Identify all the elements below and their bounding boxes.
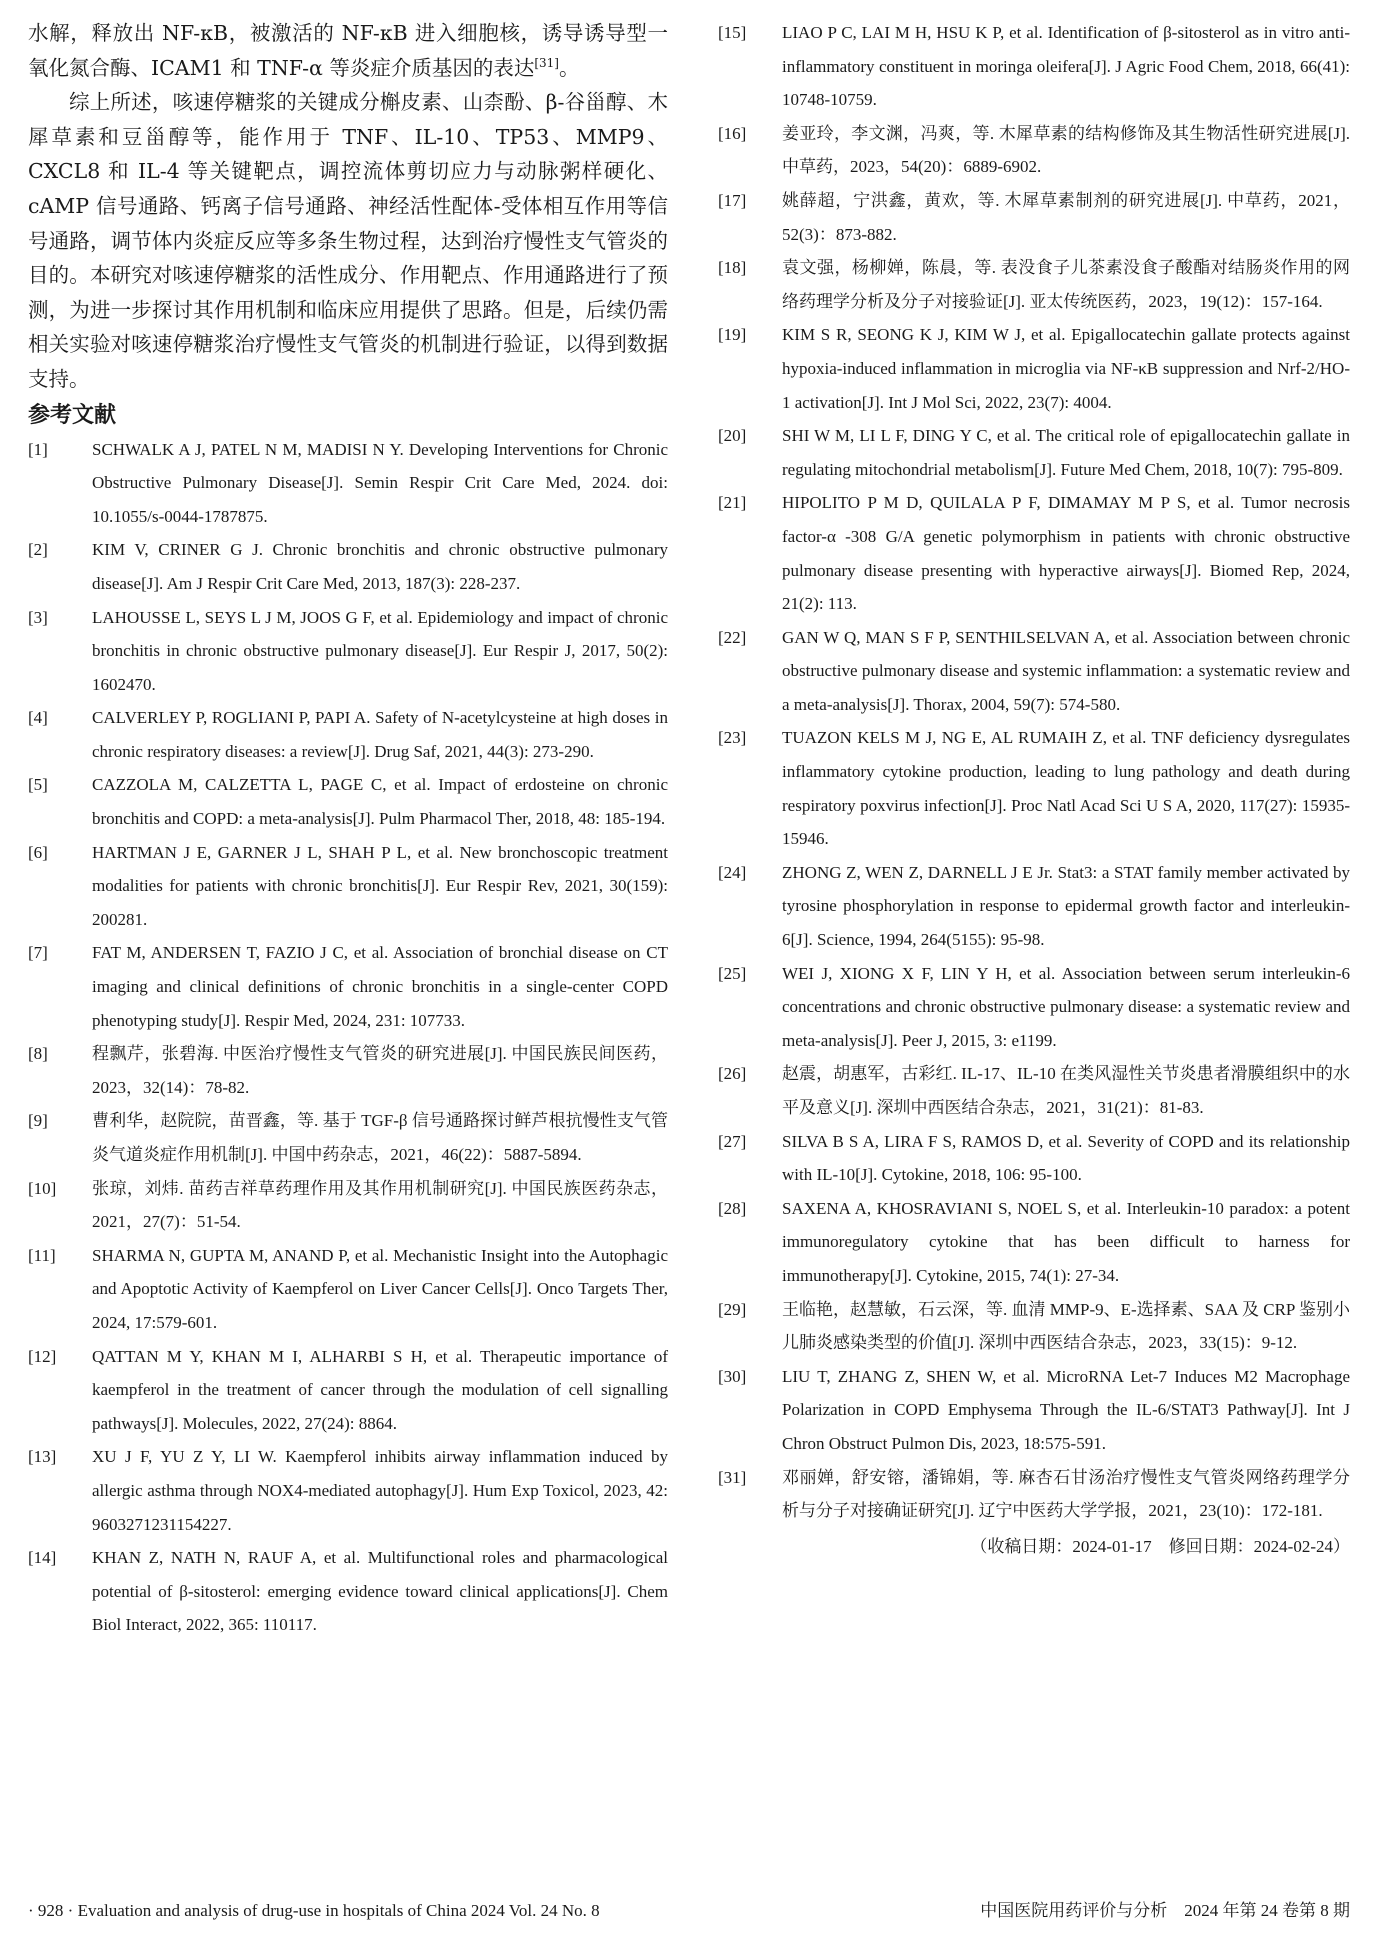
reference-list-right <box>718 16 1350 1528</box>
reference-item <box>718 184 1350 251</box>
reference-number: [10] <box>28 1178 57 1198</box>
reference-item <box>718 621 1350 722</box>
references-heading: 参考文献 <box>28 402 117 428</box>
reference-item <box>28 1440 668 1541</box>
reference-text: TUAZON KELS M J, NG E, AL RUMAIH Z, et al. TNF deficiency dysregulates inflammatory cytokine production, leading to lung pathology and death during respiratory poxvirus infection[J]. Proc Natl Acad Sci U S A, 2020, 117(27): 15935-15946. <box>782 728 1350 849</box>
reference-item <box>718 1461 1350 1528</box>
reference-number: [13] <box>28 1447 57 1467</box>
reference-item <box>28 1172 668 1239</box>
reference-item <box>28 936 668 1037</box>
reference-number: [8] <box>28 1044 48 1064</box>
reference-text: HIPOLITO P M D, QUILALA P F, DIMAMAY M P S, et al. Tumor necrosis factor-α -308 G/A genetic polymorphism in patients with chronic obstructive pulmonary disease presenting with hyperactive airways[J]. Biomed Rep, 2024, 21(2): 113. <box>782 493 1350 614</box>
footer-journal-english: · 928 · Evaluation and analysis of drug-use in hospitals of China 2024 Vol. 24 No. 8 <box>28 1901 600 1920</box>
reference-text: HARTMAN J E, GARNER J L, SHAH P L, et al. New bronchoscopic treatment modalities for patients with chronic bronchitis[J]. Eur Respir Rev, 2021, 30(159): 200281. <box>92 842 668 929</box>
reference-item <box>718 16 1350 117</box>
reference-text: XU J F, YU Z Y, LI W. Kaempferol inhibits airway inflammation induced by allergic asthma through NOX4-mediated autophagy[J]. Hum Exp Toxicol, 2023, 42: 9603271231154227. <box>92 1447 668 1534</box>
reference-number: [29] <box>718 1299 747 1319</box>
reference-item <box>718 1125 1350 1192</box>
reference-text: CAZZOLA M, CALZETTA L, PAGE C, et al. Impact of erdosteine on chronic bronchitis and COPD: a meta-analysis[J]. Pulm Pharmacol Ther, 2018, 48: 185-194. <box>92 775 668 829</box>
reference-text: WEI J, XIONG X F, LIN Y H, et al. Association between serum interleukin-6 concentrations and chronic obstructive pulmonary disease: a systematic review and meta-analysis[J]. Peer J, 2015, 3: e1199. <box>782 963 1350 1050</box>
reference-number: [1] <box>28 439 48 459</box>
reference-item <box>28 1541 668 1642</box>
reference-number: [24] <box>718 862 747 882</box>
reference-number: [6] <box>28 842 48 862</box>
reference-number: [9] <box>28 1111 48 1131</box>
reference-text: SILVA B S A, LIRA F S, RAMOS D, et al. Severity of COPD and its relationship with IL-10[J]. Cytokine, 2018, 106: 95-100. <box>782 1131 1350 1185</box>
reference-text: KIM S R, SEONG K J, KIM W J, et al. Epigallocatechin gallate protects against hypoxia-induced inflammation in microglia via NF-κB suppression and Nrf-2/HO-1 activation[J]. Int J Mol Sci, 2022, 23(7): 4004. <box>782 325 1350 412</box>
reference-text: FAT M, ANDERSEN T, FAZIO J C, et al. Association of bronchial disease on CT imaging and clinical definitions of chronic bronchitis in a single-center COPD phenotyping study[J]. Respir Med, 2024, 231: 107733. <box>92 943 668 1030</box>
reference-text: LAHOUSSE L, SEYS L J M, JOOS G F, et al. Epidemiology and impact of chronic bronchitis in chronic obstructive pulmonary disease[J]. Eur Respir J, 2017, 50(2): 1602470. <box>92 607 668 694</box>
reference-item <box>28 601 668 702</box>
reference-text: SHI W M, LI L F, DING Y C, et al. The critical role of epigallocatechin gallate in regulating mitochondrial metabolism[J]. Future Med Chem, 2018, 10(7): 795-809. <box>782 426 1350 479</box>
reference-number: [5] <box>28 775 48 795</box>
reference-item <box>718 318 1350 419</box>
reference-number: [14] <box>28 1548 57 1568</box>
reference-text: 袁文强，杨柳婵，陈晨，等. 表没食子儿茶素没食子酸酯对结肠炎作用的网络药理学分析及分子对接验证[J]. 亚太传统医药，2023，19(12)：157-164. <box>782 258 1350 311</box>
reference-text: 姚薛超，宁洪鑫，黄欢，等. 木犀草素制剂的研究进展[J]. 中草药，2021，52(3)：873-882. <box>782 190 1350 244</box>
reference-item <box>28 433 668 534</box>
reference-item <box>28 1104 668 1171</box>
reference-text: SCHWALK A J, PATEL N M, MADISI N Y. Developing Interventions for Chronic Obstructive Pulmonary Disease[J]. Semin Respir Crit Care Med, 2024. doi: 10.1055/s-0044-1787875. <box>92 439 668 526</box>
reference-text: GAN W Q, MAN S F P, SENTHILSELVAN A, et al. Association between chronic obstructive pulmonary disease and systemic inflammation: a systematic review and a meta-analysis[J]. Thorax, 2004, 59(7): 574-580. <box>782 627 1350 714</box>
reference-text: ZHONG Z, WEN Z, DARNELL J E Jr. Stat3: a STAT family member activated by tyrosine phosphorylation in response to epidermal growth factor and interleukin-6[J]. Science, 1994, 264(5155): 95-98. <box>782 862 1350 950</box>
reference-text: KHAN Z, NATH N, RAUF A, et al. Multifunctional roles and pharmacological potential of β-sitosterol: emerging evidence toward clinical applications[J]. Chem Biol Interact, 2022, 365: 110117. <box>92 1548 668 1635</box>
reference-text: SHARMA N, GUPTA M, ANAND P, et al. Mechanistic Insight into the Autophagic and Apoptotic Activity of Kaempferol on Liver Cancer Cells[J]. Onco Targets Ther, 2024, 17:579-601. <box>92 1245 668 1332</box>
reference-number: [28] <box>718 1198 747 1218</box>
reference-item <box>28 1239 668 1340</box>
reference-number: [11] <box>28 1245 56 1265</box>
reference-number: [27] <box>718 1131 747 1151</box>
reference-number: [25] <box>718 963 747 983</box>
reference-text: 邓丽婵，舒安镕，潘锦娟，等. 麻杏石甘汤治疗慢性支气管炎网络药理学分析与分子对接确证研究[J]. 辽宁中医药大学学报，2021，23(10)：172-181. <box>782 1467 1350 1521</box>
reference-text: 赵震，胡惠军，古彩红. IL-17、IL-10 在类风湿性关节炎患者滑膜组织中的水平及意义[J]. 深圳中西医结合杂志，2021，31(21)：81-83. <box>782 1064 1350 1117</box>
reference-number: [31] <box>718 1467 747 1487</box>
reference-list-left <box>28 433 668 1642</box>
reference-item <box>28 1340 668 1441</box>
reference-number: [17] <box>718 190 747 210</box>
reference-text: 姜亚玲，李文渊，冯爽，等. 木犀草素的结构修饰及其生物活性研究进展[J]. 中草药，2023，54(20)：6889-6902. <box>782 123 1350 177</box>
reference-text: SAXENA A, KHOSRAVIANI S, NOEL S, et al. Interleukin-10 paradox: a potent immunoregulatory cytokine that has been difficult to harness for immunotherapy[J]. Cytokine, 2015, 74(1): 27-34. <box>782 1198 1350 1285</box>
paragraph-2: 综上所述，咳速停糖浆的关键成分槲皮素、山柰酚、β-谷甾醇、木犀草素和豆甾醇等，能作用于 TNF、IL-10、TP53、MMP9、CXCL8 和 IL-4 等关键靶点，调控流体剪切应力与动脉粥样硬化、cAMP 信号通路、钙离子信号通路、神经活性配体-受体相互作用等信号通路，调节体内炎症反应等多条生物过程，达到治疗慢性支气管炎的目的。本研究对咳速停糖浆的活性成分、作用靶点、作用通路进行了预测，为进一步探讨其作用机制和临床应用提供了思路。但是，后续仍需相关实验对咳速停糖浆治疗慢性支气管炎的机制进行验证，以得到数据支持。 <box>28 90 668 391</box>
reference-text: CALVERLEY P, ROGLIANI P, PAPI A. Safety of N-acetylcysteine at high doses in chronic respiratory diseases: a review[J]. Drug Saf, 2021, 44(3): 273-290. <box>92 708 668 761</box>
reference-item <box>718 1057 1350 1124</box>
reference-number: [18] <box>718 258 747 278</box>
reference-number: [4] <box>28 708 48 728</box>
reference-text: 王临艳，赵慧敏，石云深，等. 血清 MMP-9、E-选择素、SAA 及 CRP 鉴别小儿肺炎感染类型的价值[J]. 深圳中西医结合杂志，2023，33(15)：9-12. <box>782 1299 1350 1353</box>
received-dates: （收稿日期：2024-01-17 修回日期：2024-02-24） <box>970 1536 1350 1556</box>
reference-number: [30] <box>718 1366 747 1386</box>
reference-text: 程飘芹，张碧海. 中医治疗慢性支气管炎的研究进展[J]. 中国民族民间医药，2023，32(14)：78-82. <box>92 1044 668 1097</box>
reference-number: [16] <box>718 123 747 143</box>
reference-text: QATTAN M Y, KHAN M I, ALHARBI S H, et al. Therapeutic importance of kaempferol in the treatment of cancer through the modulation of cell signalling pathways[J]. Molecules, 2022, 27(24): 8864. <box>92 1346 668 1433</box>
reference-item <box>718 1360 1350 1461</box>
reference-number: [15] <box>718 23 747 42</box>
reference-number: [7] <box>28 943 48 963</box>
reference-item <box>718 1192 1350 1293</box>
reference-text: 张琼，刘炜. 苗药吉祥草药理作用及其作用机制研究[J]. 中国民族医药杂志，2021，27(7)：51-54. <box>92 1178 668 1232</box>
left-column <box>28 16 668 1642</box>
reference-number: [2] <box>28 540 48 560</box>
reference-text: KIM V, CRINER G J. Chronic bronchitis and chronic obstructive pulmonary disease[J]. Am J Respir Crit Care Med, 2013, 187(3): 228-237. <box>92 540 668 593</box>
reference-text: LIAO P C, LAI M H, HSU K P, et al. Identification of β-sitosterol as in vitro anti-inflammatory constituent in moringa oleifera[J]. J Agric Food Chem, 2018, 66(41): 10748-10759. <box>782 23 1350 110</box>
right-column <box>718 16 1350 1564</box>
footer-journal-chinese: 中国医院用药评价与分析 2024 年第 24 卷第 8 期 <box>980 1901 1350 1920</box>
reference-item <box>718 419 1350 486</box>
citation-31[interactable]: [31] <box>534 55 559 70</box>
reference-item <box>718 721 1350 855</box>
reference-number: [26] <box>718 1064 747 1084</box>
reference-number: [21] <box>718 493 747 513</box>
page-footer <box>28 1896 1350 1926</box>
paragraph-1: 水解，释放出 NF-κB，被激活的 NF-κB 进入细胞核，诱导诱导型一氧化氮合酶、ICAM1 和 TNF-α 等炎症介质基因的表达[31]。 <box>28 21 668 80</box>
reference-text: 曹利华，赵院院，苗晋鑫，等. 基于 TGF-β 信号通路探讨鲜芦根抗慢性支气管炎气道炎症作用机制[J]. 中国中药杂志，2021，46(22)：5887-5894. <box>92 1111 668 1164</box>
reference-item <box>718 856 1350 957</box>
reference-number: [22] <box>718 627 747 647</box>
reference-number: [12] <box>28 1346 57 1366</box>
reference-item <box>28 836 668 937</box>
reference-item <box>28 701 668 768</box>
reference-number: [20] <box>718 426 747 446</box>
reference-item <box>28 1037 668 1104</box>
reference-item <box>718 117 1350 184</box>
reference-item <box>28 533 668 600</box>
body-text <box>28 16 668 397</box>
reference-item <box>718 251 1350 318</box>
reference-text: LIU T, ZHANG Z, SHEN W, et al. MicroRNA Let-7 Induces M2 Macrophage Polarization in COPD Emphysema Through the IL-6/STAT3 Pathway[J]. Int J Chron Obstruct Pulmon Dis, 2023, 18:575-591. <box>782 1366 1350 1453</box>
reference-number: [23] <box>718 728 747 748</box>
reference-number: [3] <box>28 607 48 627</box>
reference-number: [19] <box>718 325 747 345</box>
reference-item <box>718 1293 1350 1360</box>
reference-item <box>718 486 1350 620</box>
reference-item <box>718 957 1350 1058</box>
reference-item <box>28 768 668 835</box>
